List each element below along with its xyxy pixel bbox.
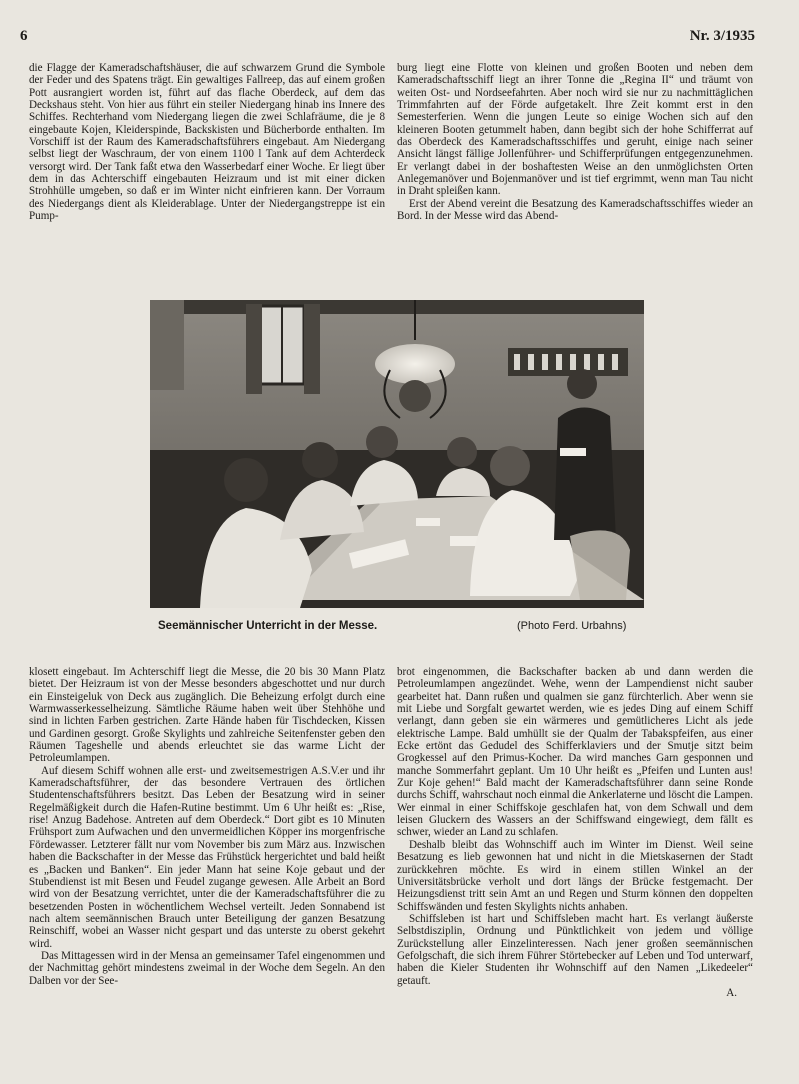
paragraph: die Flagge der Kameradschaftshäuser, die auf schwarzem Grund die Symbole der Feder und des Spatens trägt. Ein gewaltiges Fallreep, das auf einem großen Pott ausrangiert worden ist, führt auf das flache Oberdeck, auf dem das Deckshaus steht. Von hier aus führt ein steiler Niedergang hinab ins Innere des Schiffes. Rechterhand vom Niedergang liegen die zwei Schlafräume, die je 8 eingebaute Kojen, Kleiderspinde, Backskisten und Bücherborde enthalten. Im Vorschiff ist der Raum des Kameradschaftsführers eingebaut. Am Niedergang selbst liegt der Waschraum, der von einem 1100 l Tank auf dem Achterdeck versorgt wird. Der Tank faßt etwa den Wasserbedarf einer Woche. Er liegt über dem in das Achterschiff eingebauten Heizraum und ist mit einer dicken Strohhülle umgeben, so daß er im Winter nicht einfrieren kann. Der Vorraum des Niedergangs dient als Kleiderablage. Unter der Niedergangstreppe ist ein Pump- [29,62,385,223]
author-signature: A. [726,986,737,999]
article-column-top-right [397,62,753,222]
paragraph: brot eingenommen, die Backschafter backen ab und dann werden die Petroleumlampen angezündet. Wehe, wenn der Lampendienst nicht sauber gearbeitet hat. Dann rußen und qualmen sie ganz fürchterlich. Aber wenn sie mit Liebe und Sorgfalt gewartet werden, wie es jedes Ding auf einem Schiff verlangt, dann geben sie ein wärmeres und gemütlicheres Licht als jede elektrische Lampe. Bald umhüllt sie der Qualm der Tabakspfeifen, aus einer Ecke ertönt das Gedudel des Schifferklaviers und der Smutje sitzt beim Grogkessel auf den Primus-Kocher. Da wird manches Garn gesponnen und manche Sommerfahrt geplant. Um 10 Uhr heißt es „Pfeifen und Lunten aus! Zur Koje gehen!“ Bald macht der Kameradschaftsführer dann seine Ronde durchs Schiff, wahrschaut noch einmal die Ankerlaterne und löscht die Lampen. Wer einmal in einer Schiffskoje geschlafen hat, von dem Schwall und dem leisen Gluckern des Wassers an der Schiffswand eingewiegt, dem fällt es schwer, wieder an Land zu schlafen. [397,666,753,839]
article-column-bottom-left [29,666,385,987]
paragraph: klosett eingebaut. Im Achterschiff liegt die Messe, die 20 bis 30 Mann Platz bietet. Der Heizraum ist von der Messe besonders abgeschottet und nur durch ein Einsteigeluk von Deck aus zugänglich. Die Beheizung erfolgt durch eine Warmwasserkesselheizung. Sämtliche Räume haben weit über Stehhöhe und sind in lichten Farben gestrichen. Zarte Hände haben für Tischdecken, Kissen und Gardinen gesorgt. Große Skylights und zahlreiche Seitenfenster geben den Räumen Tageshelle und abends erleuchtet sie das warme Licht der Petroleumlampen. [29,666,385,765]
photo-credit: (Photo Ferd. Urbahns) [517,620,627,632]
issue-number: Nr. 3/1935 [689,28,755,44]
paragraph: Erst der Abend vereint die Besatzung des Kameradschaftsschiffes wieder an Bord. In der Messe wird das Abend- [397,197,753,223]
paragraph: Auf diesem Schiff wohnen alle erst- und zweitsemestrigen A.S.V.er und ihr Kameradschaftsführer, der das besondere Vertrauen des örtlichen Studentenschaftsführers besitzt. Das Leben der Besatzung wird in seiner Regelmäßigkeit durch die Hafen-Rutine bestimmt. Um 6 Uhr heißt es: „Rise, rise! Anzug Badehose. Antreten auf dem Oberdeck.“ Dort gibt es 10 Minuten Frühsport zum Aufwachen und den unvermeidlichen Köpper ins morgenfrische Fördewasser. Letzterer fällt nur vom November bis zum März aus. Inzwischen haben die Backschafter in der Messe das Frühstück hergerichtet und bald heißt es „Backen und Banken“. Ein jeder Mann hat seine Koje gebaut und der Stubendienst ist mit Besen und Feudel zugange gewesen. Alle Arbeit an Bord wird von der Besatzung verrichtet, unter die der Kameradschaftsführer die zu besetzenden Posten in wöchentlichem Wechsel verteilt. Jeden Sonnabend ist nach altem seemännischen Brauch unter Beteiligung der ganzen Besatzung Reinschiff, wobei an Wasser nicht gespart und das unterste zu oberst gekehrt wird. [29,764,385,950]
paragraph: Das Mittagessen wird in der Mensa an gemeinsamer Tafel eingenommen und der Nachmittag gehört mindestens zweimal in der Woche dem Segeln. An den Dalben vor der See- [29,949,385,987]
article-column-bottom-right [397,666,753,999]
paragraph: Deshalb bleibt das Wohnschiff auch im Winter im Dienst. Weil seine Besatzung es lieb gewonnen hat und nicht in die Mietskasernen der Stadt zurückkehren möchte. Es wird in einem stillen Winkel an der Universitätsbrücke verholt und dort längs der Brücke festgemacht. Der Heizungsdienst tritt sein Amt an und Regen und Sturm können den doppelten Schiffswänden und festen Skylights nichts anhaben. [397,838,753,913]
mess-room-photo [150,300,644,608]
page-number: 6 [20,28,28,44]
figure-caption: Seemännischer Unterricht in der Messe. [158,620,378,632]
article-column-top-left [29,62,385,222]
paragraph: burg liegt eine Flotte von kleinen und großen Booten und neben dem Kameradschaftsschiff liegt an ihrer Tonne die „Regina II“ und träumt von weiten Ost- und Nordseefahrten. Aber noch wird sie nur zu nachmittäglichen Trimmfahrten auf der Förde aufgetakelt. Ihre Zeit kommt erst in den Semesterferien. Wenn die jungen Leute so einige Wochen sich auf den kleineren Booten getummelt haben, dann begibt sich der hohe Schifferrat auf das Oberdeck des Kameradschaftsschiffes und geruht, einige nach seiner Ansicht längst fällige Jollenführer- und Schifferprüfungen entgegenzunehmen. Er verlangt dabei in der boshaftesten Weise an den unmöglichsten Orten Anlegemanöver und Bojenmanöver und ist tief ergrimmt, wenn man Tau nicht in Draht spleißen kann. [397,62,753,198]
paragraph: Schiffsleben ist hart und Schiffsleben macht hart. Es verlangt äußerste Selbstdisziplin, Ordnung und Pünktlichkeit von jedem und völlige Zurückstellung aller Einzelinteressen. Nach jener großen seemännischen Gefolgschaft, die sich ihrem Führer Störtebecker auf Leben und Tod unterwarf, haben die Kieler Studenten ihr Wohnschiff auf den Namen „Likedeeler“ getauft. [397,912,753,987]
